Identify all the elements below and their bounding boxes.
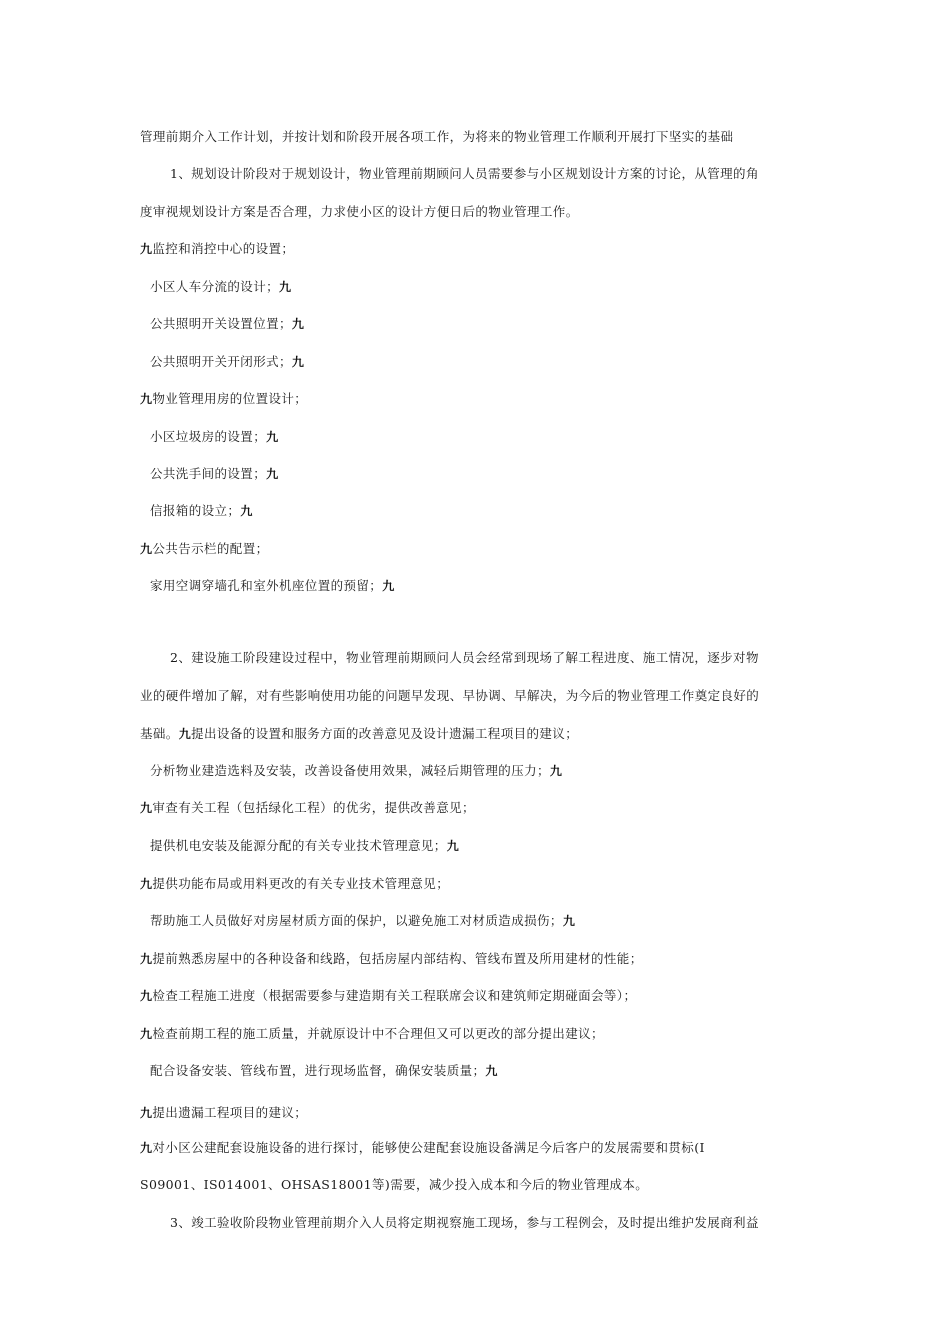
line-text: 1、规划设计阶段对于规划设计，物业管理前期顾问人员需要参与小区规划设计方案的讨论，从管理的角 — [170, 166, 759, 181]
paragraph-line — [140, 688, 759, 704]
line-text: 物业管理用房的位置设计； — [152, 391, 308, 406]
bullet-marker: 九 — [140, 801, 153, 815]
bullet-marker: 九 — [140, 242, 153, 256]
bullet-marker: 九 — [140, 1027, 153, 1041]
bullet-marker: 九 — [291, 317, 305, 331]
line-text: 公共照明开关设置位置； — [150, 316, 292, 331]
bullet-marker: 九 — [240, 504, 253, 518]
bullet-marker: 九 — [549, 764, 563, 778]
list-item — [150, 838, 459, 854]
list-item — [150, 913, 575, 929]
line-text: 2、建设施工阶段建设过程中，物业管理前期顾问人员会经常到现场了解工程进度、施工情况，逐步对物 — [170, 650, 759, 665]
line-text: 基础。 — [140, 726, 179, 741]
bullet-marker: 九 — [279, 280, 292, 294]
bullet-marker: 九 — [140, 392, 153, 406]
bullet-marker: 九 — [140, 542, 153, 556]
bullet-marker: 九 — [291, 355, 305, 369]
list-item — [140, 391, 307, 407]
paragraph-line — [170, 1215, 759, 1231]
line-text: 监控和消控中心的设置； — [152, 241, 295, 256]
line-text: 小区人车分流的设计； — [150, 279, 280, 294]
bullet-marker: 九 — [140, 989, 153, 1003]
paragraph-line — [140, 726, 578, 742]
list-item — [140, 1140, 705, 1156]
line-text: 业的硬件增加了解，对有些影响使用功能的问题早发现、早协调、早解决，为今后的物业管理工作奠定良好的 — [140, 688, 760, 703]
line-text: 提供机电安装及能源分配的有关专业技术管理意见； — [150, 838, 447, 853]
line-text: 信报箱的设立； — [150, 503, 241, 518]
bullet-marker: 九 — [140, 952, 153, 966]
line-text: 家用空调穿墙孔和室外机座位置的预留； — [150, 578, 383, 593]
paragraph-line — [170, 166, 759, 182]
line-text: 对小区公建配套设施设备的进行探讨，能够使公建配套设施设备满足今后客户的发展需要和贯标(I — [152, 1140, 705, 1155]
list-item — [150, 763, 562, 779]
line-text: 提出遗漏工程项目的建议； — [152, 1105, 308, 1120]
bullet-marker: 九 — [140, 877, 153, 891]
list-item — [140, 800, 475, 816]
line-text: S09001、IS014001、OHSAS18001等)需要，减少投入成本和今后的物业管理成本。 — [140, 1177, 649, 1192]
list-item — [150, 354, 304, 370]
list-item — [140, 988, 636, 1004]
line-text: 配合设备安装、管线布置，进行现场监督，确保安装质量； — [150, 1063, 486, 1078]
line-text: 3、竣工验收阶段物业管理前期介入人员将定期视察施工现场，参与工程例会，及时提出维护发展商利益 — [170, 1215, 759, 1230]
bullet-marker: 九 — [446, 839, 460, 853]
line-text: 检查工程施工进度（根据需要参与建造期有关工程联席会议和建筑师定期碰面会等）； — [152, 988, 637, 1003]
list-item — [150, 466, 279, 482]
bullet-marker: 九 — [382, 579, 395, 593]
line-text: 分析物业建造选料及安装，改善设备使用效果，减轻后期管理的压力； — [150, 763, 550, 778]
line-text: 公共洗手间的设置； — [150, 466, 267, 481]
line-text: 提出设备的设置和服务方面的改善意见及设计遗漏工程项目的建议； — [191, 726, 579, 741]
bullet-marker: 九 — [562, 914, 576, 928]
line-text: 度审视规划设计方案是否合理，力求使小区的设计方便日后的物业管理工作。 — [140, 204, 579, 219]
paragraph-line — [140, 129, 733, 145]
list-item — [150, 279, 291, 295]
list-item — [150, 429, 279, 445]
list-item — [150, 578, 395, 594]
list-item — [140, 951, 643, 967]
list-item — [140, 541, 269, 557]
line-text: 公共告示栏的配置； — [152, 541, 269, 556]
paragraph-line — [170, 650, 759, 666]
line-text: 帮助施工人员做好对房屋材质方面的保护，以避免施工对材质造成损伤； — [150, 913, 563, 928]
line-text: 提供功能布局或用料更改的有关专业技术管理意见； — [152, 876, 450, 891]
bullet-marker: 九 — [266, 467, 279, 481]
line-text: 小区垃圾房的设置； — [150, 429, 267, 444]
bullet-marker: 九 — [485, 1064, 498, 1078]
list-item — [140, 876, 449, 892]
list-item — [140, 241, 294, 257]
paragraph-line — [140, 204, 579, 220]
line-text: 公共照明开关开闭形式； — [150, 354, 292, 369]
bullet-marker: 九 — [266, 430, 279, 444]
line-text: 提前熟悉房屋中的各种设备和线路，包括房屋内部结构、管线布置及所用建材的性能； — [152, 951, 643, 966]
bullet-marker: 九 — [140, 1141, 153, 1155]
paragraph-line — [140, 1177, 648, 1193]
list-item — [140, 1026, 604, 1042]
list-item — [150, 1063, 498, 1079]
list-item — [150, 503, 253, 519]
list-item — [140, 1105, 307, 1121]
line-text: 管理前期介入工作计划，并按计划和阶段开展各项工作，为将来的物业管理工作顺利开展打下坚实的基础 — [140, 129, 734, 144]
line-text: 审查有关工程（包括绿化工程）的优劣，提供改善意见； — [152, 800, 475, 815]
bullet-marker: 九 — [140, 1106, 153, 1120]
line-text: 检查前期工程的施工质量，并就原设计中不合理但又可以更改的部分提出建议； — [152, 1026, 604, 1041]
bullet-marker: 九 — [178, 727, 192, 741]
list-item — [150, 316, 304, 332]
